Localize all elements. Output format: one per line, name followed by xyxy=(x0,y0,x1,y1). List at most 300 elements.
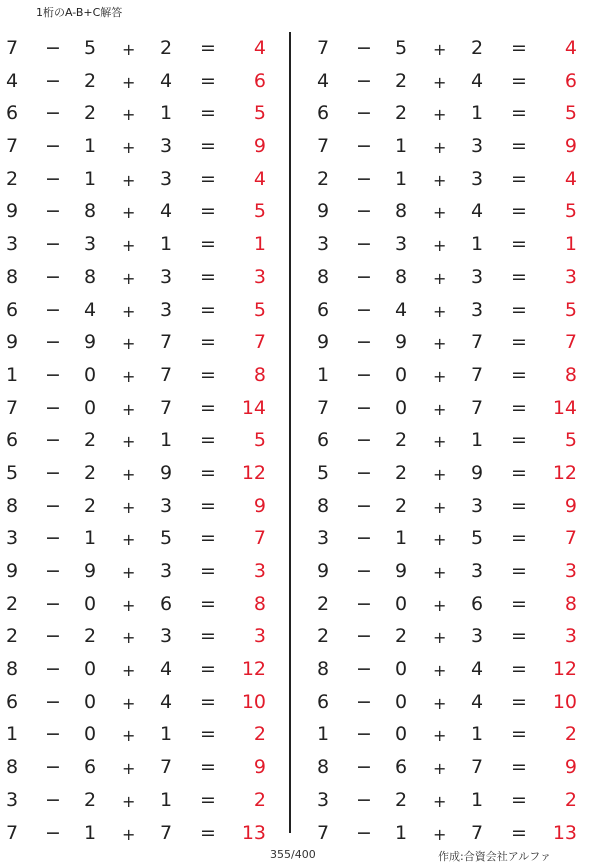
equals-sign: = xyxy=(511,102,527,125)
plus-sign: + xyxy=(433,497,447,517)
equals-sign: = xyxy=(200,331,216,354)
operand-b: 8 xyxy=(395,265,408,288)
answer: 8 xyxy=(253,592,266,615)
equals-sign: = xyxy=(511,788,527,811)
answer: 9 xyxy=(564,494,577,517)
plus-sign: + xyxy=(122,464,136,484)
plus-sign: + xyxy=(122,334,136,354)
operand-b: 1 xyxy=(395,527,408,550)
operand-a: 8 xyxy=(6,494,19,517)
operand-c: 7 xyxy=(471,363,484,386)
page-number: 355/400 xyxy=(270,848,316,861)
operand-a: 8 xyxy=(317,658,330,681)
answer: 9 xyxy=(253,494,266,517)
column-divider xyxy=(289,32,291,833)
answer: 3 xyxy=(253,560,266,582)
equals-sign: = xyxy=(511,821,527,844)
answer: 6 xyxy=(253,69,266,92)
equals-sign: = xyxy=(511,396,527,419)
equals-sign: = xyxy=(511,363,527,386)
problem-row xyxy=(311,620,600,653)
minus-sign: − xyxy=(45,396,61,419)
operand-b: 2 xyxy=(84,494,97,517)
operand-c: 3 xyxy=(160,135,173,158)
operand-b: 5 xyxy=(395,37,408,59)
operand-a: 3 xyxy=(317,527,330,550)
equals-sign: = xyxy=(200,625,216,648)
operand-a: 8 xyxy=(317,265,330,288)
minus-sign: − xyxy=(45,690,61,713)
answer: 3 xyxy=(564,625,577,648)
plus-sign: + xyxy=(122,497,136,517)
minus-sign: − xyxy=(356,560,372,582)
problem-row xyxy=(311,392,600,425)
operand-b: 4 xyxy=(84,298,97,321)
plus-sign: + xyxy=(122,628,136,648)
operand-b: 8 xyxy=(84,200,97,223)
plus-sign: + xyxy=(122,138,136,158)
equals-sign: = xyxy=(200,494,216,517)
minus-sign: − xyxy=(45,167,61,190)
answer: 6 xyxy=(564,69,577,92)
operand-c: 3 xyxy=(471,167,484,190)
problem-row xyxy=(0,97,290,130)
problem-row xyxy=(0,294,290,327)
answer: 4 xyxy=(253,167,266,190)
operand-c: 7 xyxy=(160,396,173,419)
operand-c: 4 xyxy=(160,69,173,92)
minus-sign: − xyxy=(45,298,61,321)
operand-a: 2 xyxy=(317,167,330,190)
problem-row xyxy=(0,751,290,784)
operand-a: 5 xyxy=(317,461,330,484)
operand-a: 2 xyxy=(6,167,19,190)
plus-sign: + xyxy=(433,661,447,681)
operand-c: 3 xyxy=(471,135,484,158)
answer: 4 xyxy=(564,37,577,59)
operand-b: 2 xyxy=(84,429,97,452)
operand-c: 1 xyxy=(160,429,173,452)
operand-b: 8 xyxy=(395,200,408,223)
equals-sign: = xyxy=(511,429,527,452)
equals-sign: = xyxy=(511,592,527,615)
operand-c: 1 xyxy=(471,723,484,746)
problem-row xyxy=(0,228,290,261)
operand-a: 7 xyxy=(6,135,19,158)
problem-row xyxy=(0,195,290,228)
answer: 5 xyxy=(253,102,266,125)
operand-c: 7 xyxy=(160,821,173,844)
plus-sign: + xyxy=(433,105,447,125)
problem-row xyxy=(0,261,290,294)
operand-b: 9 xyxy=(84,560,97,582)
operand-a: 9 xyxy=(317,560,330,582)
operand-c: 7 xyxy=(471,331,484,354)
operand-b: 6 xyxy=(84,756,97,779)
operand-c: 1 xyxy=(160,233,173,256)
operand-b: 4 xyxy=(395,298,408,321)
operand-c: 7 xyxy=(471,821,484,844)
equals-sign: = xyxy=(200,102,216,125)
answer: 2 xyxy=(253,788,266,811)
problem-row xyxy=(311,228,600,261)
operand-c: 3 xyxy=(160,625,173,648)
problem-row xyxy=(0,65,290,98)
operand-a: 8 xyxy=(6,658,19,681)
equals-sign: = xyxy=(200,69,216,92)
equals-sign: = xyxy=(511,135,527,158)
plus-sign: + xyxy=(122,693,136,713)
minus-sign: − xyxy=(45,592,61,615)
plus-sign: + xyxy=(122,170,136,190)
operand-a: 6 xyxy=(6,429,19,452)
plus-sign: + xyxy=(433,432,447,452)
equals-sign: = xyxy=(200,298,216,321)
minus-sign: − xyxy=(45,494,61,517)
problem-row xyxy=(311,261,600,294)
answer: 3 xyxy=(253,625,266,648)
operand-a: 1 xyxy=(317,363,330,386)
problem-row xyxy=(0,718,290,751)
right-problem-column xyxy=(311,32,600,849)
plus-sign: + xyxy=(122,824,136,844)
operand-b: 1 xyxy=(395,135,408,158)
problem-row xyxy=(311,97,600,130)
operand-a: 7 xyxy=(317,821,330,844)
operand-a: 3 xyxy=(6,233,19,256)
minus-sign: − xyxy=(45,363,61,386)
operand-c: 1 xyxy=(471,788,484,811)
operand-c: 7 xyxy=(160,363,173,386)
problem-row xyxy=(0,424,290,457)
operand-b: 1 xyxy=(395,167,408,190)
answer: 8 xyxy=(253,363,266,386)
minus-sign: − xyxy=(356,429,372,452)
answer: 10 xyxy=(241,690,266,713)
plus-sign: + xyxy=(433,399,447,419)
answer: 2 xyxy=(564,788,577,811)
problem-row xyxy=(311,653,600,686)
plus-sign: + xyxy=(122,791,136,811)
answer: 12 xyxy=(241,461,266,484)
operand-c: 3 xyxy=(160,265,173,288)
problem-row xyxy=(0,457,290,490)
answer: 1 xyxy=(564,233,577,256)
operand-c: 1 xyxy=(471,102,484,125)
operand-a: 9 xyxy=(6,560,19,582)
equals-sign: = xyxy=(200,658,216,681)
operand-c: 7 xyxy=(471,756,484,779)
operand-a: 7 xyxy=(317,37,330,59)
operand-b: 2 xyxy=(84,69,97,92)
minus-sign: − xyxy=(45,723,61,746)
operand-c: 6 xyxy=(160,592,173,615)
plus-sign: + xyxy=(433,366,447,386)
minus-sign: − xyxy=(356,102,372,125)
answer: 9 xyxy=(564,756,577,779)
problem-row xyxy=(0,130,290,163)
answer: 7 xyxy=(253,527,266,550)
operand-a: 2 xyxy=(317,625,330,648)
minus-sign: − xyxy=(356,331,372,354)
problem-row xyxy=(311,163,600,196)
operand-b: 2 xyxy=(395,102,408,125)
operand-c: 3 xyxy=(160,167,173,190)
equals-sign: = xyxy=(200,429,216,452)
minus-sign: − xyxy=(356,265,372,288)
operand-b: 0 xyxy=(395,363,408,386)
plus-sign: + xyxy=(433,791,447,811)
operand-b: 6 xyxy=(395,756,408,779)
problem-row xyxy=(0,784,290,817)
problem-row xyxy=(311,522,600,555)
problem-row xyxy=(311,359,600,392)
equals-sign: = xyxy=(200,560,216,582)
equals-sign: = xyxy=(200,821,216,844)
operand-b: 0 xyxy=(84,363,97,386)
operand-c: 1 xyxy=(160,102,173,125)
answer: 12 xyxy=(552,461,577,484)
answer: 4 xyxy=(564,167,577,190)
plus-sign: + xyxy=(433,563,447,582)
operand-c: 4 xyxy=(471,658,484,681)
plus-sign: + xyxy=(122,72,136,92)
plus-sign: + xyxy=(433,72,447,92)
equals-sign: = xyxy=(200,788,216,811)
operand-b: 2 xyxy=(395,429,408,452)
operand-a: 9 xyxy=(317,200,330,223)
operand-b: 2 xyxy=(395,461,408,484)
operand-a: 6 xyxy=(6,690,19,713)
operand-c: 1 xyxy=(160,788,173,811)
operand-c: 3 xyxy=(160,560,173,582)
operand-a: 7 xyxy=(6,37,19,59)
operand-a: 3 xyxy=(6,788,19,811)
equals-sign: = xyxy=(511,658,527,681)
minus-sign: − xyxy=(45,200,61,223)
minus-sign: − xyxy=(356,298,372,321)
operand-b: 0 xyxy=(84,690,97,713)
credit-text: 作成:合資会社アルファ xyxy=(438,850,552,863)
operand-b: 2 xyxy=(84,625,97,648)
problem-row xyxy=(311,65,600,98)
equals-sign: = xyxy=(511,527,527,550)
equals-sign: = xyxy=(511,756,527,779)
answer: 13 xyxy=(552,821,577,844)
answer: 9 xyxy=(564,135,577,158)
minus-sign: − xyxy=(45,625,61,648)
operand-c: 7 xyxy=(160,331,173,354)
operand-c: 3 xyxy=(471,494,484,517)
equals-sign: = xyxy=(200,37,216,59)
operand-b: 9 xyxy=(84,331,97,354)
operand-c: 3 xyxy=(471,560,484,582)
answer: 2 xyxy=(253,723,266,746)
problem-row xyxy=(311,32,600,65)
minus-sign: − xyxy=(45,821,61,844)
equals-sign: = xyxy=(511,331,527,354)
minus-sign: − xyxy=(356,494,372,517)
operand-c: 4 xyxy=(471,69,484,92)
answer: 7 xyxy=(564,527,577,550)
minus-sign: − xyxy=(356,69,372,92)
plus-sign: + xyxy=(122,726,136,746)
minus-sign: − xyxy=(356,756,372,779)
problem-row xyxy=(311,130,600,163)
operand-a: 8 xyxy=(6,756,19,779)
plus-sign: + xyxy=(433,334,447,354)
operand-a: 2 xyxy=(6,625,19,648)
answer: 3 xyxy=(564,265,577,288)
problem-row xyxy=(0,686,290,719)
operand-a: 9 xyxy=(6,200,19,223)
operand-c: 1 xyxy=(471,233,484,256)
plus-sign: + xyxy=(433,726,447,746)
plus-sign: + xyxy=(433,824,447,844)
minus-sign: − xyxy=(45,658,61,681)
answer: 1 xyxy=(253,233,266,256)
operand-b: 0 xyxy=(84,396,97,419)
answer: 5 xyxy=(253,298,266,321)
operand-c: 7 xyxy=(471,396,484,419)
answer: 5 xyxy=(564,102,577,125)
equals-sign: = xyxy=(200,200,216,223)
operand-a: 4 xyxy=(6,69,19,92)
plus-sign: + xyxy=(433,268,447,288)
answer: 5 xyxy=(253,200,266,223)
minus-sign: − xyxy=(356,625,372,648)
equals-sign: = xyxy=(200,527,216,550)
plus-sign: + xyxy=(433,203,447,223)
operand-b: 3 xyxy=(395,233,408,256)
plus-sign: + xyxy=(122,595,136,615)
plus-sign: + xyxy=(122,366,136,386)
plus-sign: + xyxy=(122,563,136,582)
plus-sign: + xyxy=(122,105,136,125)
equals-sign: = xyxy=(511,265,527,288)
equals-sign: = xyxy=(511,167,527,190)
minus-sign: − xyxy=(45,135,61,158)
problem-row xyxy=(311,555,600,588)
equals-sign: = xyxy=(511,625,527,648)
operand-c: 3 xyxy=(471,625,484,648)
plus-sign: + xyxy=(122,759,136,779)
operand-b: 2 xyxy=(84,461,97,484)
minus-sign: − xyxy=(45,69,61,92)
equals-sign: = xyxy=(200,723,216,746)
plus-sign: + xyxy=(433,138,447,158)
operand-a: 6 xyxy=(6,298,19,321)
operand-c: 3 xyxy=(471,298,484,321)
problem-row xyxy=(0,620,290,653)
operand-c: 9 xyxy=(471,461,484,484)
equals-sign: = xyxy=(200,363,216,386)
operand-b: 0 xyxy=(395,592,408,615)
minus-sign: − xyxy=(356,788,372,811)
operand-b: 2 xyxy=(84,788,97,811)
operand-b: 9 xyxy=(395,560,408,582)
plus-sign: + xyxy=(433,759,447,779)
minus-sign: − xyxy=(356,690,372,713)
equals-sign: = xyxy=(200,135,216,158)
operand-a: 7 xyxy=(317,396,330,419)
answer: 7 xyxy=(253,331,266,354)
problem-row xyxy=(311,457,600,490)
operand-b: 2 xyxy=(395,494,408,517)
operand-a: 7 xyxy=(317,135,330,158)
equals-sign: = xyxy=(200,167,216,190)
problem-row xyxy=(0,392,290,425)
answer: 5 xyxy=(564,298,577,321)
problem-row xyxy=(0,326,290,359)
equals-sign: = xyxy=(200,265,216,288)
equals-sign: = xyxy=(511,233,527,256)
minus-sign: − xyxy=(356,396,372,419)
operand-b: 2 xyxy=(395,69,408,92)
answer: 10 xyxy=(552,690,577,713)
answer: 3 xyxy=(253,265,266,288)
operand-b: 1 xyxy=(84,821,97,844)
operand-b: 1 xyxy=(84,527,97,550)
plus-sign: + xyxy=(433,40,447,59)
operand-a: 1 xyxy=(6,363,19,386)
minus-sign: − xyxy=(356,167,372,190)
minus-sign: − xyxy=(356,723,372,746)
operand-c: 4 xyxy=(160,658,173,681)
operand-b: 3 xyxy=(84,233,97,256)
problem-row xyxy=(0,490,290,523)
operand-a: 8 xyxy=(317,756,330,779)
operand-c: 3 xyxy=(471,265,484,288)
plus-sign: + xyxy=(122,530,136,550)
operand-a: 2 xyxy=(6,592,19,615)
operand-a: 5 xyxy=(6,461,19,484)
answer: 8 xyxy=(564,363,577,386)
operand-a: 6 xyxy=(6,102,19,125)
equals-sign: = xyxy=(511,560,527,582)
plus-sign: + xyxy=(122,432,136,452)
plus-sign: + xyxy=(433,464,447,484)
operand-c: 9 xyxy=(160,461,173,484)
plus-sign: + xyxy=(122,399,136,419)
equals-sign: = xyxy=(511,723,527,746)
operand-b: 0 xyxy=(395,658,408,681)
answer: 9 xyxy=(253,135,266,158)
answer: 12 xyxy=(552,658,577,681)
problem-row xyxy=(311,195,600,228)
minus-sign: − xyxy=(45,265,61,288)
equals-sign: = xyxy=(200,756,216,779)
minus-sign: − xyxy=(45,560,61,582)
answer: 8 xyxy=(564,592,577,615)
equals-sign: = xyxy=(511,494,527,517)
minus-sign: − xyxy=(45,102,61,125)
equals-sign: = xyxy=(200,592,216,615)
minus-sign: − xyxy=(356,461,372,484)
operand-a: 2 xyxy=(317,592,330,615)
operand-a: 1 xyxy=(317,723,330,746)
operand-a: 9 xyxy=(6,331,19,354)
equals-sign: = xyxy=(200,690,216,713)
operand-b: 0 xyxy=(84,723,97,746)
problem-row xyxy=(0,32,290,65)
plus-sign: + xyxy=(122,268,136,288)
operand-a: 3 xyxy=(6,527,19,550)
problem-row xyxy=(0,522,290,555)
equals-sign: = xyxy=(511,200,527,223)
plus-sign: + xyxy=(433,628,447,648)
answer: 4 xyxy=(253,37,266,59)
